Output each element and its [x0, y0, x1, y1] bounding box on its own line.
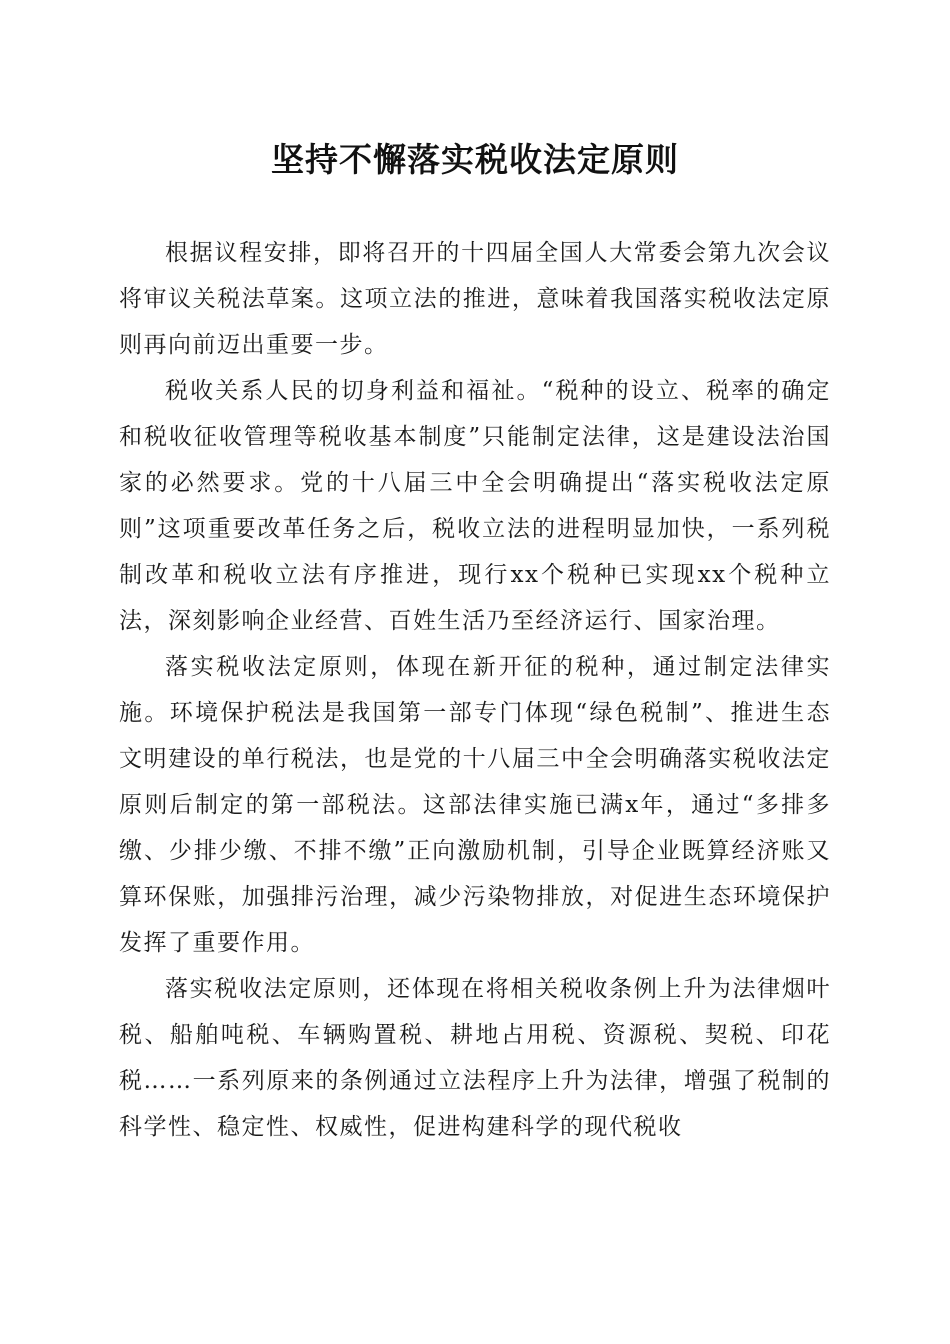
paragraph-1: 根据议程安排，即将召开的十四届全国人大常委会第九次会议将审议关税法草案。这项立法的推进，意味着我国落实税收法定原则再向前迈出重要一步。: [119, 240, 831, 358]
document-title: 坚持不懈落实税收法定原则: [271, 140, 679, 179]
paragraph-3: 落实税收法定原则，体现在新开征的税种，通过制定法律实施。环境保护税法是我国第一部专门体现“绿色税制”、推进生态文明建设的单行税法，也是党的十八届三中全会明确落实税收法定原则后制定的第一部税法。这部法律实施已满x年，通过“多排多缴、少排少缴、不排不缴”正向激励机制，引导企业既算经济账又算环保账，加强排污治理，减少污染物排放，对促进生态环境保护发挥了重要作用。: [119, 654, 831, 956]
paragraph-4: 落实税收法定原则，还体现在将相关税收条例上升为法律烟叶税、船舶吨税、车辆购置税、耕地占用税、资源税、契税、印花税……一系列原来的条例通过立法程序上升为法律，增强了税制的科学性、稳定性、权威性，促进构建科学的现代税收: [119, 976, 831, 1140]
document-body: [119, 230, 831, 1150]
paragraph-2: 税收关系人民的切身利益和福祉。“税种的设立、税率的确定和税收征收管理等税收基本制度”只能制定法律，这是建设法治国家的必然要求。党的十八届三中全会明确提出“落实税收法定原则”这项重要改革任务之后，税收立法的进程明显加快，一系列税制改革和税收立法有序推进，现行xx个税种已实现xx个税种立法，深刻影响企业经营、百姓生活乃至经济运行、国家治理。: [119, 378, 831, 634]
